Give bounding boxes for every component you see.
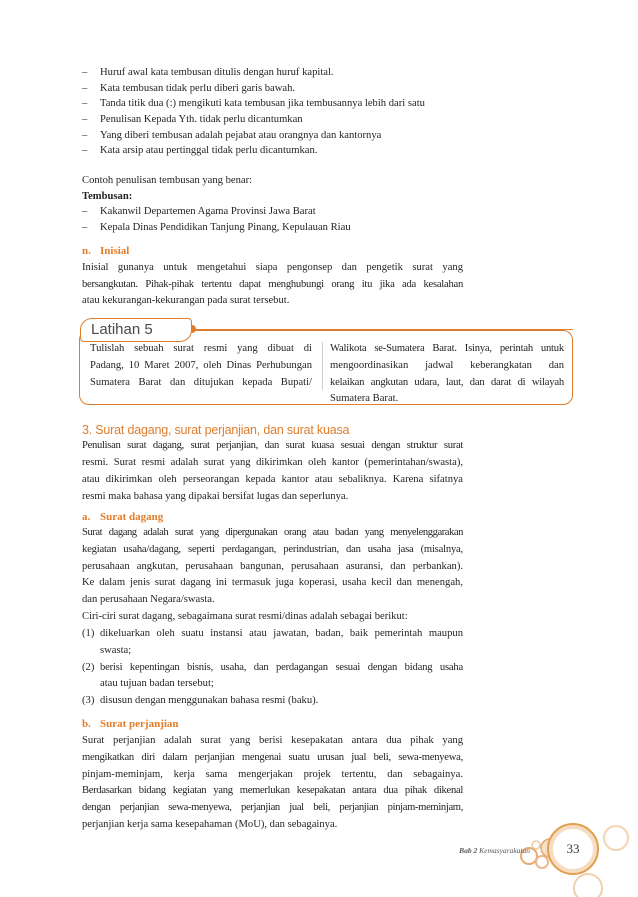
list-item-continuation: atau tujuan badan tersebut; bbox=[100, 678, 214, 690]
list-item: – Kepala Dinas Pendidikan Tanjung Pinang, Kepulauan Riau bbox=[82, 222, 351, 234]
list-item: – Yang diberi tembusan adalah pejabat atau orangnya dan kantornya bbox=[82, 129, 382, 141]
section3-paragraph: Penulisan surat dagang, surat perjanjian, dan surat kuasa sesuai dengan struktur surat resmi. Surat resmi adalah surat yang dikirimkan oleh kantor (pemerintahan/swasta), atau dikirimkan oleh perseorangan kepada kantor atau sebaliknya. Karena sifatnya resmi maka bahasa yang dipakai bersifat lugas dan seperlunya. bbox=[82, 440, 463, 502]
tembusan-example bbox=[82, 173, 463, 236]
list-item: – Penulisan Kepada Yth. tidak perlu dicantumkan bbox=[82, 114, 303, 126]
list-item: – Kata arsip atau pertinggal tidak perlu dicantumkan. bbox=[82, 145, 318, 157]
surat-dagang-paragraph: Surat dagang adalah surat yang dipergunakan orang atau badan yang menyelenggarakan kegiatan usaha/dagang, seperti perdagangan, perindustrian, dan usaha jasa (misalnya, perusahaan angkutan, perusahaan bangunan, perusahaan asuransi, dan perbankan). Ke dalam jenis surat dagang ini termasuk juga koperasi, usaha kecil dan menengah, dan perusahaan Negara/swasta. Ciri-ciri surat dagang, sebagaimana surat resmi/dinas adalah sebagai berikut: bbox=[82, 527, 463, 622]
exercise-title: Latihan 5 bbox=[80, 318, 192, 342]
exercise-left-column: Tulislah sebuah surat resmi yang dibuat di Padang, 10 Maret 2007, oleh Dinas Perhubungan Sumatera Barat dan ditujukan kepada Bupati/ bbox=[90, 343, 312, 388]
section-heading-surat-perjanjian: b. Surat perjanjian bbox=[82, 718, 179, 730]
surat-dagang-characteristics bbox=[82, 626, 463, 710]
example-intro: Contoh penulisan tembusan yang benar: bbox=[82, 175, 253, 186]
list-item: – Tanda titik dua (:) mengikuti kata tembusan jika tembusannya lebih dari satu bbox=[82, 98, 425, 110]
list-item-continuation: swasta; bbox=[100, 644, 132, 656]
section-heading-surat-dagang: a. Surat dagang bbox=[82, 511, 164, 523]
list-item: – Kata tembusan tidak perlu diberi garis bawah. bbox=[82, 82, 296, 94]
list-item: (1) dikeluarkan oleh suatu instansi atau jawatan, badan, baik pemerintah maupun bbox=[82, 628, 463, 639]
list-item: (3) disusun dengan menggunakan bahasa resmi (baku). bbox=[82, 695, 319, 707]
surat-perjanjian-paragraph: Surat perjanjian adalah surat yang berisi kesepakatan antara dua pihak yang mengikatkan diri dalam perjanjian mengenai suatu urusan jual beli, sewa-menyewa, pinjam-meminjam, kerja sama mengerjakan projek tertentu, dan sebagainya. Berdasarkan bidang kegiatan yang memerlukan kesepakatan antara dua pihak dikenal dengan perjanjian sewa-menyewa, perjanjian jual beli, perjanjian pinjam-meminjam, perjanjian kerja sama kesepahaman (MoU), dan sebagainya. bbox=[82, 735, 463, 830]
page-number: 33 bbox=[566, 841, 580, 856]
chapter-label: Bab 2 Kemasyarakatan bbox=[459, 846, 530, 855]
exercise-right-column: Walikota se-Sumatera Barat. Isinya, perintah untuk mengoordinasikan jadwal keberangkatan dan kelaikan angkutan udara, laut, dan darat di wilayah Sumatera Barat. bbox=[330, 343, 564, 405]
example-label: Tembusan: bbox=[82, 190, 133, 202]
inisial-paragraph: Inisial gunanya untuk mengetahui siapa pengonsep dan pengetik surat yang bersangkutan. Pihak-pihak tertentu dapat menghubungi orang itu jika ada kesalahan atau kekurangan-kekurangan pada surat tersebut. bbox=[82, 262, 463, 306]
exercise-column-divider bbox=[322, 342, 323, 390]
list-item: (2) berisi kepentingan bisnis, usaha, dan perdagangan sesuai dengan bidang usaha bbox=[82, 661, 463, 673]
exercise-header-line bbox=[192, 329, 573, 330]
section-heading-3: 3. Surat dagang, surat perjanjian, dan surat kuasa bbox=[82, 423, 350, 437]
tembusan-rules-list bbox=[82, 65, 463, 159]
list-item: – Kakanwil Departemen Agama Provinsi Jawa Barat bbox=[82, 206, 316, 218]
section-heading-inisial: n. Inisial bbox=[82, 245, 130, 257]
list-item: – Huruf awal kata tembusan ditulis dengan huruf kapital. bbox=[82, 67, 334, 78]
